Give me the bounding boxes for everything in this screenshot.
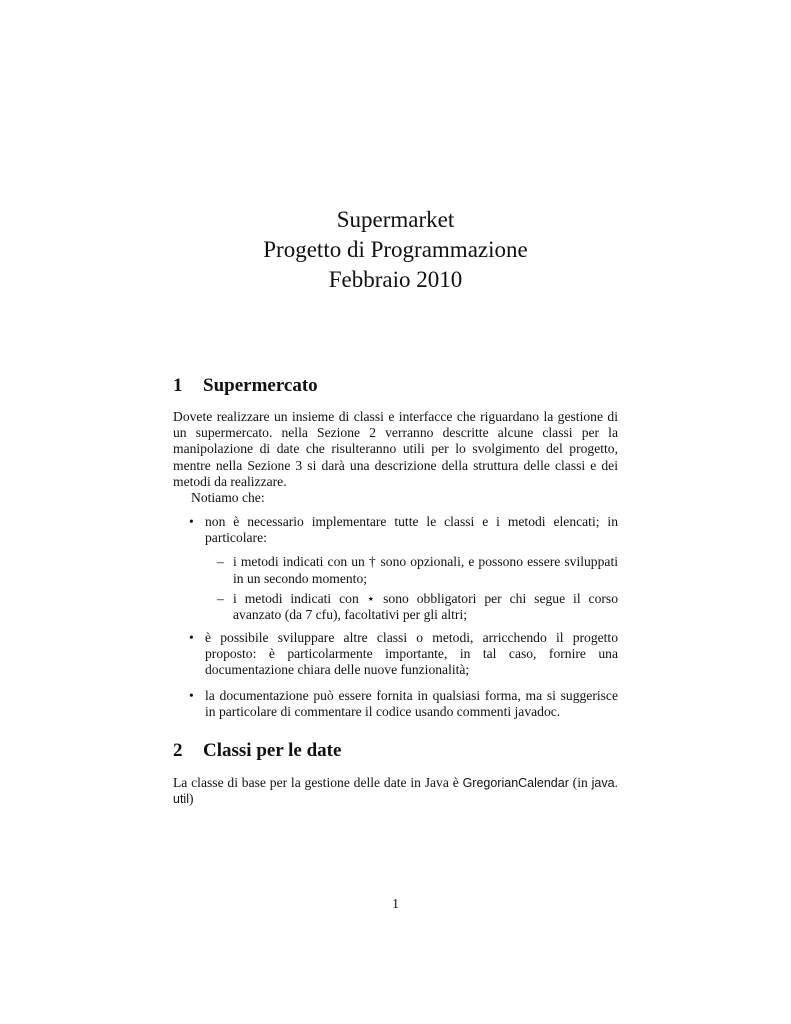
list-item (205, 591, 618, 623)
title-line-3: Febbraio 2010 (328, 267, 463, 292)
section-2-heading (173, 740, 341, 762)
class-name: GregorianCalendar (462, 776, 569, 790)
sub-bullet-list (205, 554, 618, 623)
main-bullet-list-3 (173, 688, 618, 720)
notiamo-line: Notiamo che: (191, 490, 265, 505)
package-name: java. util (173, 776, 619, 807)
section-1-heading (173, 375, 318, 397)
section-2-title: Classi per le date (203, 740, 342, 761)
section-1-number: 1 (173, 375, 183, 396)
sub-bullet-text: i metodi indicati con un † sono opzionali, e possono essere sviluppati in un secondo momento; (233, 554, 618, 586)
bullet-icon: • (189, 514, 194, 529)
section-2-paragraph (173, 775, 618, 807)
dash-icon: – (217, 554, 224, 570)
main-bullet-list (173, 514, 618, 627)
bullet-text: la documentazione può essere fornita in qualsiasi forma, ma si suggerisce in particolare di commentare il codice usando commenti javadoc. (205, 688, 618, 720)
document-title (0, 205, 791, 295)
bullet-text: non è necessario implementare tutte le classi e i metodi elencati; in particolare: (205, 514, 618, 546)
bullet-icon: • (189, 688, 194, 703)
title-line-2: Progetto di Programmazione (263, 237, 528, 262)
bullet-icon: • (189, 630, 194, 645)
section-2-number: 2 (173, 740, 183, 761)
list-item (205, 554, 618, 586)
list-item (173, 688, 618, 720)
title-line-1: Supermarket (336, 207, 455, 232)
main-bullet-list-2 (173, 630, 618, 679)
section-2-text-mid: (in (568, 775, 592, 790)
page-number: 1 (392, 896, 399, 911)
bullet-text: è possibile sviluppare altre classi o metodi, arricchendo il progetto proposto: è particolarmente importante, in tal caso, fornire una documentazione chiara delle nuove funzionalità; (205, 630, 618, 678)
list-item (173, 630, 618, 679)
section-2-text-start: La classe di base per la gestione delle date in Java è (173, 775, 463, 790)
sub-bullet-text: i metodi indicati con ⋆ sono obbligatori per chi segue il corso avanzato (da 7 cfu), facoltativi per gli altri; (233, 590, 618, 623)
dash-icon: – (217, 590, 224, 606)
section-1-paragraph: Dovete realizzare un insieme di classi e interfacce che riguardano la gestione di un supermercato. nella Sezione 2 verranno descritte alcune classi per la manipolazione di date che risulteranno utili per lo svolgimento del progetto, mentre nella Sezione 3 si darà una descrizione della struttura delle classi e dei metodi da realizzare. (173, 409, 618, 489)
section-1-title: Supermercato (203, 375, 318, 396)
section-2-text-end: ) (188, 791, 194, 807)
list-item (173, 514, 618, 623)
